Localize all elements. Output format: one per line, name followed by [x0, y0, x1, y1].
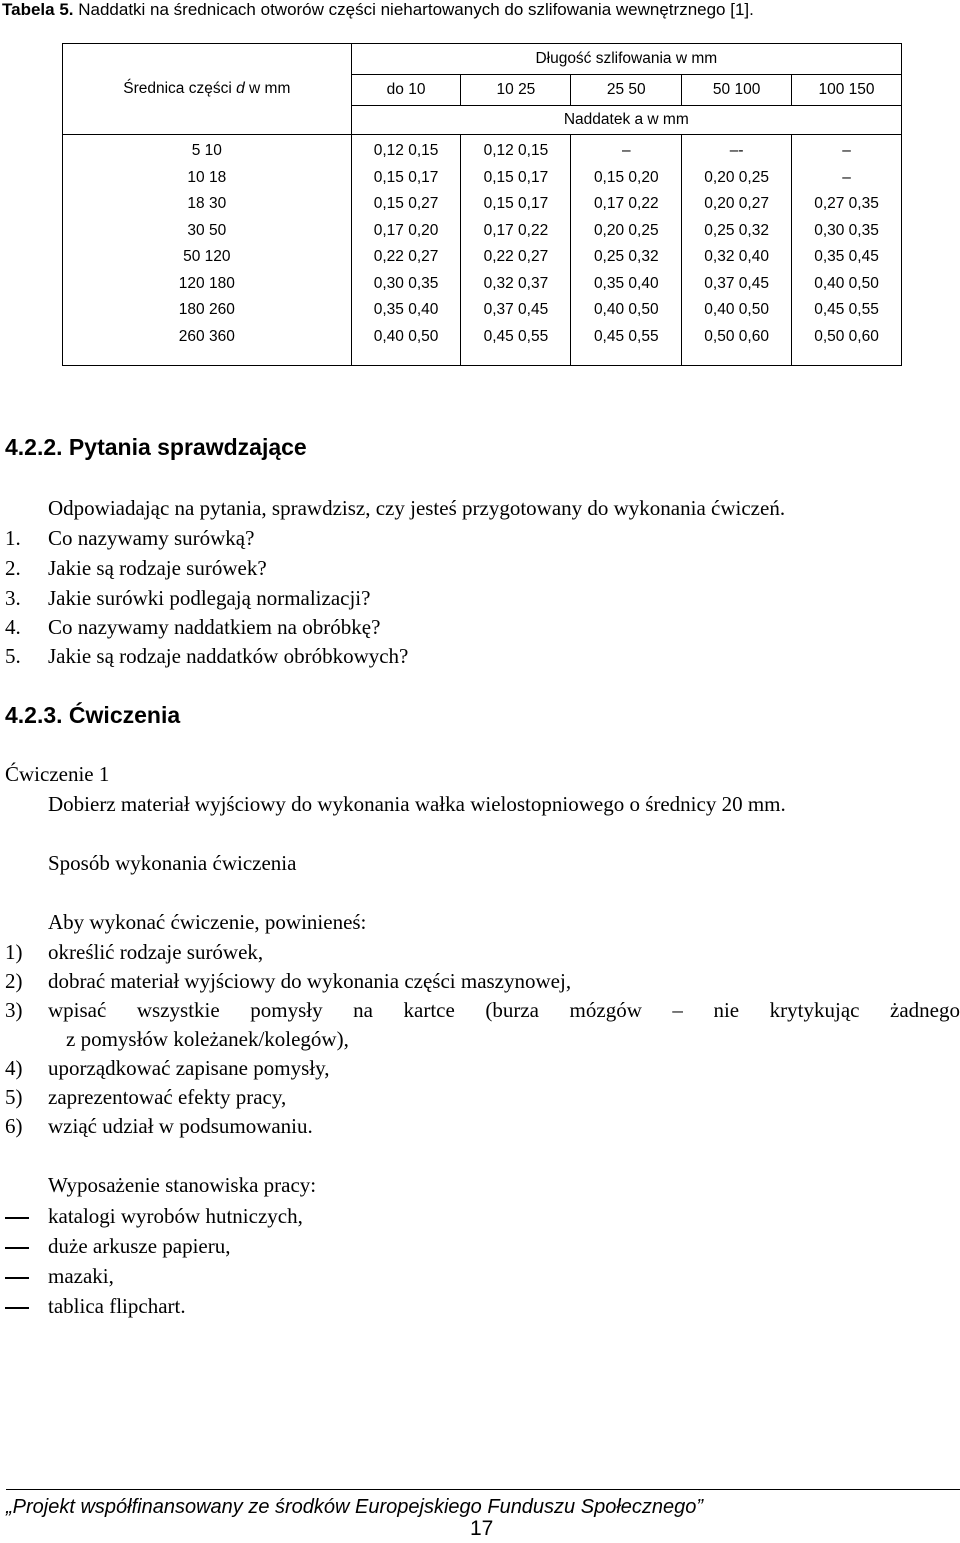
- footer-text: „Projekt współfinansowany ze środków Europejskiego Funduszu Społecznego”: [6, 1496, 704, 1518]
- table-cell: 0,12 0,15: [483, 142, 549, 159]
- allowance-column-50-100: [682, 135, 792, 366]
- table-cell: 0,15 0,17: [483, 195, 549, 212]
- length-col-header: 10 25: [461, 75, 571, 106]
- table-cell: 0,40 0,50: [593, 301, 659, 318]
- question-number: 1.: [5, 526, 21, 550]
- table-cell: 0,20 0,25: [593, 221, 659, 239]
- page-number: 17: [470, 1517, 494, 1540]
- table-cell: 0,17 0,20: [373, 221, 439, 239]
- table-cell: 0,40 0,50: [704, 301, 769, 318]
- table-cell: –: [842, 168, 851, 186]
- step-number: 5): [5, 1085, 23, 1109]
- exercise-title: Ćwiczenie 1: [5, 762, 110, 786]
- question-number: 5.: [5, 644, 21, 668]
- exercise-task: Dobierz materiał wyjściowy do wykonania wałka wielostopniowego o średnicy 20 mm.: [48, 792, 786, 816]
- question-number: 4.: [5, 615, 21, 639]
- question-text: Jakie są rodzaje naddatków obróbkowych?: [48, 644, 409, 668]
- allowance-table: [62, 43, 902, 366]
- table-cell: 0,22 0,27: [483, 248, 549, 265]
- method-title: Sposób wykonania ćwiczenia: [48, 851, 297, 875]
- length-col-header: 50 100: [682, 75, 792, 106]
- step-word: pomysły: [250, 998, 323, 1022]
- table-cell: –: [621, 142, 631, 159]
- table-cell: 0,35 0,40: [593, 274, 659, 292]
- table-cell: 0,25 0,32: [704, 221, 769, 239]
- question-text: Jakie surówki podlegają normalizacji?: [48, 586, 371, 610]
- table-cell: 0,50 0,60: [704, 327, 769, 345]
- table-cell: 0,17 0,22: [593, 195, 659, 212]
- step-word: na: [353, 998, 373, 1022]
- step-word: mózgów: [569, 998, 642, 1022]
- questions-intro: Odpowiadając na pytania, sprawdzisz, czy jesteś przygotowany do wykonania ćwiczeń.: [48, 496, 786, 520]
- table-cell: 0,22 0,27: [373, 248, 439, 265]
- table-cell: 0,15 0,27: [373, 195, 439, 212]
- table-cell: 0,15 0,17: [483, 168, 549, 186]
- table-cell: 180 260: [178, 301, 235, 318]
- steps-intro: Aby wykonać ćwiczenie, powinieneś:: [48, 910, 367, 934]
- equipment-item: katalogi wyrobów hutniczych,: [48, 1204, 303, 1228]
- table-cell: 0,40 0,50: [814, 274, 879, 292]
- table-cell: 0,20 0,25: [704, 168, 769, 186]
- table-cell: 0,40 0,50: [373, 327, 439, 345]
- step-word: nie: [713, 998, 740, 1022]
- length-col-header: 25 50: [571, 75, 682, 106]
- table-caption: [2, 0, 754, 20]
- table-cell: 0,32 0,40: [704, 248, 769, 265]
- equipment-item: duże arkusze papieru,: [48, 1234, 231, 1258]
- table-cell: 0,32 0,37: [483, 274, 549, 292]
- table-cell: 0,12 0,15: [373, 142, 439, 159]
- step-text: dobrać materiał wyjściowy do wykonania części maszynowej,: [48, 969, 572, 993]
- allowance-subheader: Naddatek a w mm: [351, 106, 901, 135]
- question-text: Jakie są rodzaje surówek?: [48, 556, 267, 580]
- table-cell: 30 50: [187, 221, 227, 239]
- section-heading-questions: 4.2.2. Pytania sprawdzające: [5, 434, 307, 460]
- table-cell: –-: [729, 142, 744, 159]
- allowance-column-100-150: [792, 135, 902, 366]
- step-number: 6): [5, 1114, 23, 1138]
- allowance-column-25-50: [571, 135, 682, 366]
- table-cell: –: [842, 142, 851, 159]
- allowance-column-10-25: [461, 135, 571, 366]
- step-text: określić rodzaje surówek,: [48, 940, 264, 964]
- step-text-justified: [48, 998, 960, 1023]
- question-number: 3.: [5, 586, 21, 610]
- table-cell: 0,25 0,32: [593, 248, 659, 265]
- length-col-header: do 10: [351, 75, 461, 106]
- diameter-column: [63, 135, 352, 366]
- table-cell: 0,17 0,22: [483, 221, 549, 239]
- table-cell: 0,27 0,35: [814, 195, 879, 212]
- bullet-dash: [5, 1247, 29, 1249]
- table-cell: 0,30 0,35: [814, 221, 879, 239]
- table-cell: 0,50 0,60: [814, 327, 879, 345]
- bullet-dash: [5, 1277, 29, 1279]
- table-cell: 0,15 0,17: [373, 168, 439, 186]
- table-cell: 50 120: [183, 248, 231, 265]
- table-cell: 0,37 0,45: [483, 301, 549, 318]
- table-cell: 0,30 0,35: [373, 274, 439, 292]
- section-heading-exercises: 4.2.3. Ćwiczenia: [5, 702, 181, 728]
- table-cell: 18 30: [187, 195, 227, 212]
- table-cell: 0,35 0,40: [373, 301, 439, 318]
- allowance-column-do10: [351, 135, 461, 366]
- step-word: krytykując: [769, 998, 860, 1022]
- table-caption-label: Tabela 5.: [2, 0, 74, 19]
- step-number: 2): [5, 969, 23, 993]
- bullet-dash: [5, 1217, 29, 1219]
- step-text: uporządkować zapisane pomysły,: [48, 1056, 330, 1080]
- step-word: wpisać: [48, 998, 107, 1022]
- table-cell: 0,37 0,45: [704, 274, 769, 292]
- step-word: –: [672, 998, 683, 1022]
- length-col-header: 100 150: [792, 75, 902, 106]
- question-text: Co nazywamy naddatkiem na obróbkę?: [48, 615, 381, 639]
- step-word: wszystkie: [136, 998, 220, 1022]
- table-cell: 0,35 0,45: [814, 248, 879, 265]
- step-text: wziąć udział w podsumowaniu.: [48, 1114, 313, 1138]
- step-text-continuation: z pomysłów koleżanek/kolegów),: [66, 1027, 349, 1051]
- table-cell: 0,15 0,20: [593, 168, 659, 186]
- step-number: 4): [5, 1056, 23, 1080]
- table-cell: 10 18: [187, 168, 227, 186]
- step-word: (burza: [485, 998, 539, 1022]
- step-word: kartce: [403, 998, 455, 1022]
- question-number: 2.: [5, 556, 21, 580]
- diameter-header: Średnica części d w mm: [63, 44, 352, 135]
- table-cell: 0,20 0,27: [704, 195, 769, 212]
- step-number: 3): [5, 998, 23, 1022]
- step-word: żadnego: [890, 998, 960, 1022]
- table-cell: 0,45 0,55: [483, 327, 549, 345]
- equipment-item: tablica flipchart.: [48, 1294, 186, 1318]
- table-cell: 0,45 0,55: [593, 327, 659, 345]
- step-number: 1): [5, 940, 23, 964]
- bullet-dash: [5, 1307, 29, 1309]
- question-text: Co nazywamy surówką?: [48, 526, 255, 550]
- step-text: zaprezentować efekty pracy,: [48, 1085, 287, 1109]
- length-header: Długość szlifowania w mm: [351, 44, 901, 75]
- table-cell: 5 10: [191, 142, 222, 159]
- footer-divider: [6, 1489, 960, 1490]
- table-cell: 0,45 0,55: [814, 301, 879, 318]
- equipment-item: mazaki,: [48, 1264, 114, 1288]
- table-caption-text: Naddatki na średnicach otworów części niehartowanych do szlifowania wewnętrznego [1].: [73, 0, 754, 19]
- table-cell: 260 360: [178, 327, 235, 345]
- table-cell: 120 180: [178, 274, 235, 292]
- equipment-title: Wyposażenie stanowiska pracy:: [48, 1173, 317, 1197]
